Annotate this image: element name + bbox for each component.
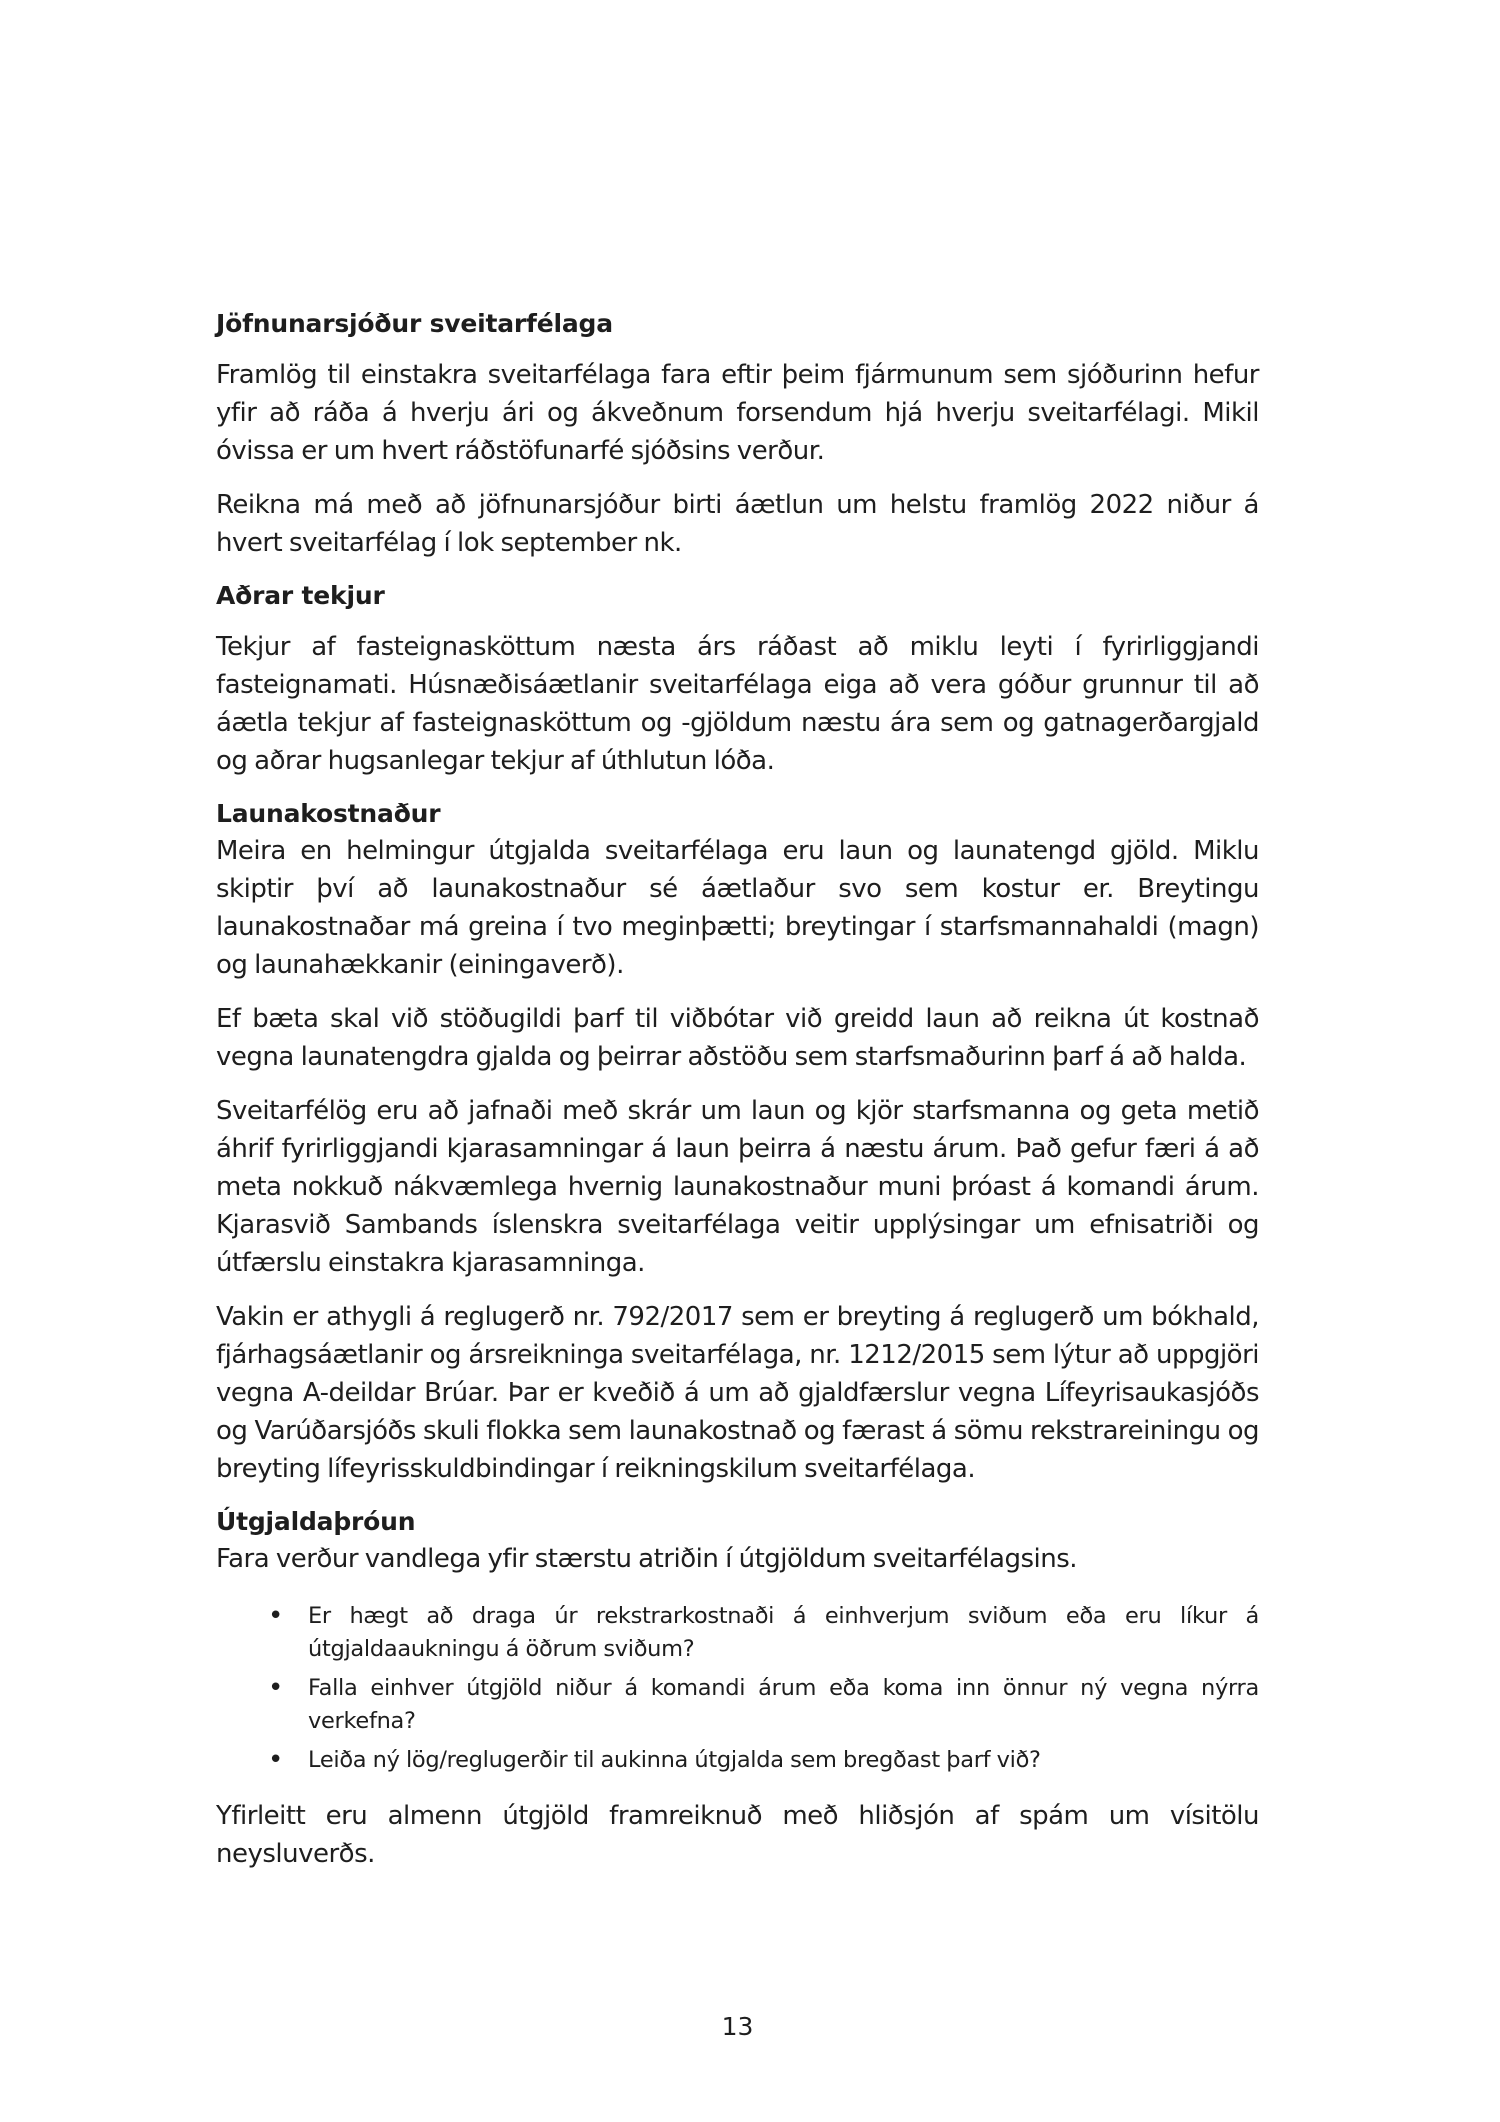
bullet-list [216,1600,1259,1777]
paragraph: Reikna má með að jöfnunarsjóður birti áætlun um helstu framlög 2022 niður á hvert sveitarfélag í lok september nk. [216,490,1259,558]
bullet-icon: • [268,1745,284,1775]
list-item-text: Er hægt að draga úr rekstrarkostnaði á einhverjum sviðum eða eru líkur á útgjaldaaukningu á öðrum sviðum? [308,1603,1259,1662]
list-item-text: Leiða ný lög/reglugerðir til aukinna útgjalda sem bregðast þarf við? [308,1747,1041,1773]
paragraph: Vakin er athygli á reglugerð nr. 792/2017 sem er breyting á reglugerð um bókhald, fjárhagsáætlanir og ársreikninga sveitarfélaga, nr. 1212/2015 sem lýtur að uppgjöri vegna A-deildar Brúar. Þar er kveðið á um að gjaldfærslur vegna Lífeyrisaukasjóðs og Varúðarsjóðs skuli flokka sem launakostnað og færast á sömu rekstrareiningu og breyting lífeyrisskuldbindingar í reikningskilum sveitarfélaga. [216,1302,1259,1484]
heading-jofnunarsjodur: Jöfnunarsjóður sveitarfélaga [216,309,613,338]
list-item [216,1744,1259,1777]
paragraph: Ef bæta skal við stöðugildi þarf til viðbótar við greidd laun að reikna út kostnað vegna launatengdra gjalda og þeirrar aðstöðu sem starfsmaðurinn þarf á að halda. [216,1004,1259,1072]
paragraph: Meira en helmingur útgjalda sveitarfélaga eru laun og launatengd gjöld. Miklu skiptir því að launakostnaður sé áætlaður svo sem kostur er. Breytingu launakostnaðar má greina í tvo meginþætti; breytingar í starfsmannahaldi (magn) og launahækkanir (einingaverð). [216,836,1259,980]
list-item [216,1672,1259,1738]
paragraph: Framlög til einstakra sveitarfélaga fara eftir þeim fjármunum sem sjóðurinn hefur yfir að ráða á hverju ári og ákveðnum forsendum hjá hverju sveitarfélagi. Mikil óvissa er um hvert ráðstöfunarfé sjóðsins verður. [216,360,1259,466]
paragraph-closing: Yfirleitt eru almenn útgjöld framreiknuð með hliðsjón af spám um vísitölu neysluverðs. [216,1801,1259,1869]
page-content [216,306,1259,1889]
list-item-text: Falla einhver útgjöld niður á komandi árum eða koma inn önnur ný vegna nýrra verkefna? [308,1675,1259,1734]
paragraph-intro: Fara verður vandlega yfir stærstu atriðin í útgjöldum sveitarfélagsins. [216,1544,1078,1574]
paragraph: Tekjur af fasteignasköttum næsta árs ráðast að miklu leyti í fyrirliggjandi fasteignamati. Húsnæðisáætlanir sveitarfélaga eiga að vera góður grunnur til að áætla tekjur af fasteignasköttum og -gjöldum næstu ára sem og gatnagerðargjald og aðrar hugsanlegar tekjur af úthlutun lóða. [216,632,1259,776]
bullet-icon: • [268,1673,284,1703]
paragraph: Sveitarfélög eru að jafnaði með skrár um laun og kjör starfsmanna og geta metið áhrif fyrirliggjandi kjarasamningar á laun þeirra á næstu árum. Það gefur færi á að meta nokkuð nákvæmlega hvernig launakostnaður muni þróast á komandi árum. Kjarasvið Sambands íslenskra sveitarfélaga veitir upplýsingar um efnisatriði og útfærslu einstakra kjarasamninga. [216,1096,1259,1278]
heading-adrar-tekjur: Aðrar tekjur [216,581,385,610]
list-item [216,1600,1259,1666]
heading-launakostnadur: Launakostnaður [216,799,441,828]
page-number: 13 [721,2012,754,2041]
document-page [216,0,1259,2122]
heading-utgjaldathroun: Útgjaldaþróun [216,1507,416,1536]
bullet-icon: • [268,1601,284,1631]
